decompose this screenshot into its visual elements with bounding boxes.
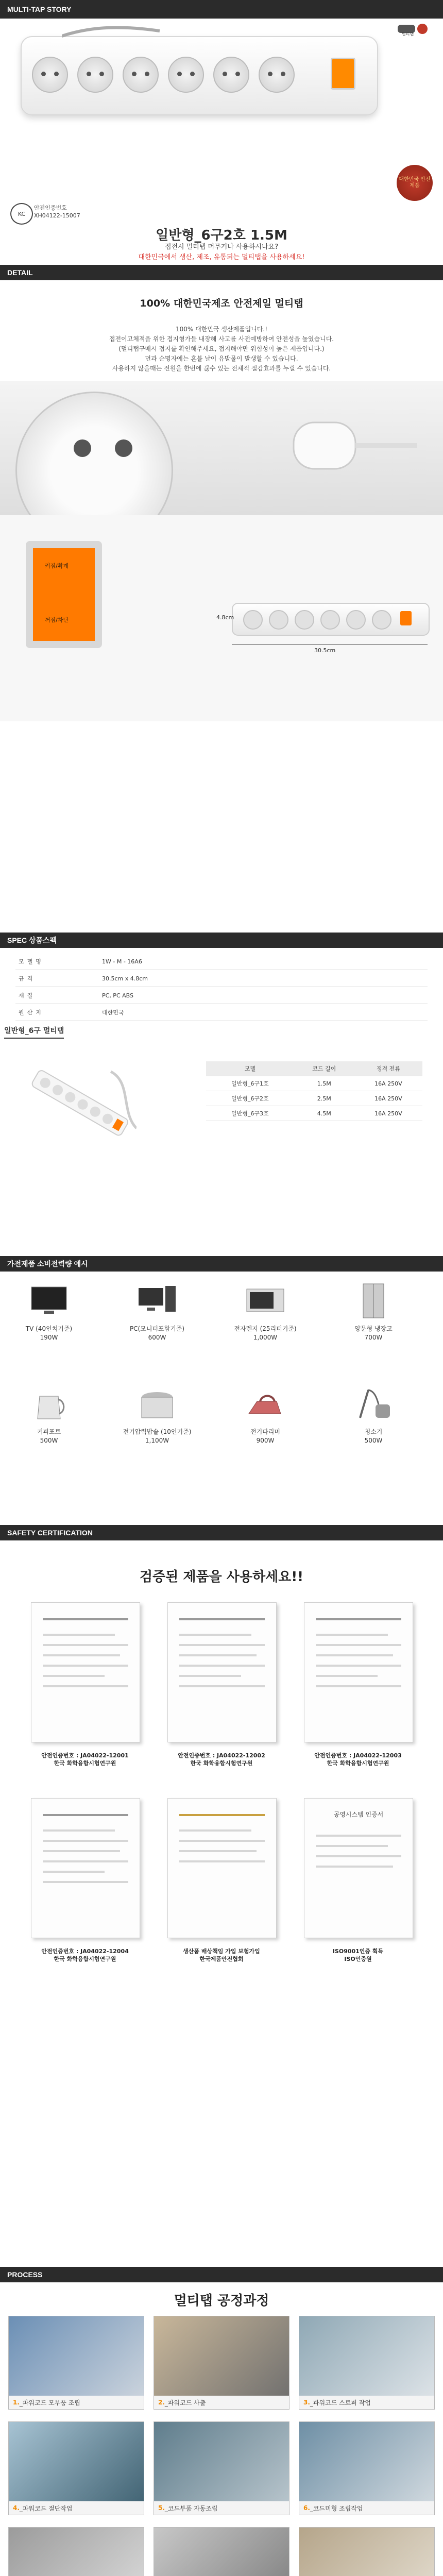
appliance-item	[10, 1386, 88, 1445]
certificate-caption: 안전인증번호 : JA04022-12004 한국 화학융합시험연구원	[41, 1948, 129, 1962]
certificate-caption: 안전인증번호 : JA04022-12003 한국 화학융합시험연구원	[314, 1752, 402, 1767]
process-photo: 5. _코드부품 자동조립	[154, 2421, 289, 2515]
process-photo: 4. _파워코드 절단작업	[8, 2421, 144, 2515]
certificate-doc	[304, 1798, 413, 1938]
detail-paragraphs	[0, 325, 443, 374]
appliance-name: TV (40인치기준)	[25, 1325, 73, 1332]
hero-section	[0, 0, 443, 223]
section-bar-certification	[0, 1525, 443, 1540]
process-photo	[154, 2527, 289, 2576]
dimension-width: 30.5cm	[314, 647, 336, 654]
section-bar-label: SPEC 상품스펙	[7, 936, 57, 944]
iron-icon	[245, 1386, 286, 1422]
dimension-line	[232, 644, 428, 645]
safety-title: 100% 대한민국제조 안전제일 멀티탭	[140, 298, 303, 309]
table-row	[15, 953, 428, 970]
process-photo	[299, 2527, 435, 2576]
certificate-caption: ISO9001인증 획득 ISO인증원	[332, 1948, 384, 1962]
section-bar-label: SAFETY CERTIFICATION	[7, 1529, 93, 1537]
section-bar-detail	[0, 265, 443, 280]
section-bar-label: 가전제품 소비전력량 예시	[7, 1260, 88, 1268]
appliance-item	[227, 1386, 304, 1445]
socket-icon	[213, 57, 249, 93]
table-header: 정격 전류	[354, 1061, 422, 1076]
appliance-item	[118, 1386, 196, 1445]
table-row	[15, 987, 428, 1004]
seal-text: 대한민국 안전제품	[399, 177, 431, 189]
socket-icon	[372, 610, 391, 630]
spec-key: 재질	[15, 987, 99, 1004]
socket-icon	[15, 392, 173, 515]
paragraph: 접전이고체적을 위한 접지형가들 내장해 사고를 사전예방하여 안전성을 높였습니다.	[109, 335, 334, 343]
kc-mark-icon	[10, 203, 33, 225]
appliance-name: 전기다리미	[250, 1428, 280, 1435]
brand-logo	[397, 22, 433, 37]
microwave-icon	[245, 1283, 286, 1319]
appliance-name: 양문형 냉장고	[354, 1325, 393, 1332]
table-row	[15, 1004, 428, 1021]
kettle-icon	[28, 1386, 70, 1422]
certificate-doc	[31, 1798, 140, 1938]
table-row: 일반형_6구2호 2.5M 16A 250V	[206, 1091, 422, 1106]
appliance-watt: 600W	[148, 1334, 166, 1341]
certificate-caption: 안전인증번호 : JA04022-12002 한국 화학융합시험연구원	[178, 1752, 265, 1767]
product-side-view	[232, 603, 430, 636]
section-bar-spec	[0, 933, 443, 948]
intro-line2: 대한민국에서 생산, 제조, 유통되는 멀티탭을 사용하세요!	[138, 253, 305, 261]
certificate-doc	[304, 1602, 413, 1742]
spec-key: 모델명	[15, 953, 99, 970]
model-table	[206, 1061, 422, 1121]
certificate-caption: 안전인증번호 : JA04022-12001 한국 화학융합시험연구원	[41, 1752, 129, 1767]
socket-icon	[77, 57, 113, 93]
appliance-name: 전자렌지 (25리터기준)	[234, 1325, 297, 1332]
process-title: 멀티탭 공정과정	[174, 2293, 269, 2309]
cert-doc-title: 공영시스템 인증서	[333, 1811, 384, 1818]
switch-on-label: 켜짐/확계	[44, 563, 69, 569]
appliance-name: PC(모니터포함기준)	[129, 1325, 185, 1332]
certificate-doc	[167, 1602, 277, 1742]
switch-off-label: 꺼짐/차단	[44, 617, 69, 623]
table-row: 일반형_6구3호 4.5M 16A 250V	[206, 1106, 422, 1121]
dimension-height: 4.8cm	[216, 614, 234, 621]
certificate-caption: 생산품 배상책임 가입 보험가입 한국제품안전협회	[183, 1948, 260, 1962]
orange-switch-icon	[26, 541, 102, 648]
tv-icon	[28, 1283, 70, 1319]
appliance-name: 청소기	[364, 1428, 383, 1435]
cord-icon	[288, 412, 422, 495]
closeup-images	[0, 381, 443, 711]
model-product-image	[18, 1051, 137, 1154]
socket-icon	[123, 57, 159, 93]
appliance-watt: 1,000W	[253, 1334, 278, 1341]
process-photo: 6. _코드미형 조립작업	[299, 2421, 435, 2515]
korea-safety-seal	[397, 165, 433, 201]
model-title: 일반형_6구 멀티탭	[4, 1025, 64, 1039]
spec-key: 원산지	[15, 1004, 99, 1021]
power-switch-icon	[400, 611, 412, 625]
appliance-name: 커피포트	[37, 1428, 61, 1435]
appliance-item	[335, 1283, 412, 1342]
socket-closeup	[0, 381, 443, 515]
appliance-watt: 190W	[40, 1334, 58, 1341]
socket-icon	[243, 610, 263, 630]
table-header: 모델	[206, 1061, 294, 1076]
cert-title: 검증된 제품을 사용하세요!!	[139, 1569, 304, 1585]
kc-mark-text: KC	[18, 210, 26, 217]
kc-line2: XH04122-15007	[34, 212, 80, 219]
socket-icon	[320, 610, 340, 630]
kc-info	[34, 204, 80, 219]
logo-text: 멀티탭	[402, 32, 414, 37]
socket-icon	[346, 610, 366, 630]
paragraph: 사용하지 않을때는 전원을 한번에 끊수 있는 전체적 절감효과를 누릴 수 있습니다.	[112, 365, 331, 372]
intro-line1: 접전시 멀티탭 머무거나 사용하시나요?	[164, 243, 279, 251]
appliance-watt: 1,100W	[145, 1437, 169, 1444]
socket-icon	[259, 57, 295, 93]
spec-value: 30.5cm x 4.8cm	[99, 970, 428, 987]
appliance-item	[10, 1283, 88, 1342]
certificate-doc	[167, 1798, 277, 1938]
certificate-doc	[31, 1602, 140, 1742]
socket-icon	[295, 610, 314, 630]
appliance-watt: 500W	[364, 1437, 383, 1444]
product-image-strip	[21, 36, 378, 115]
table-row	[15, 970, 428, 987]
socket-icon	[269, 610, 288, 630]
process-photo	[8, 2527, 144, 2576]
process-photo: 1. _파워코드 모부품 조립	[8, 2316, 144, 2410]
table-row: 일반형_6구1호 1.5M 16A 250V	[206, 1076, 422, 1091]
appliance-name: 전기압력밥솥 (10인기준)	[123, 1428, 192, 1435]
intro-text	[0, 242, 443, 263]
plug-cord-icon	[62, 21, 165, 41]
process-photo: 2. _파워코드 사출	[154, 2316, 289, 2410]
socket-icon	[168, 57, 204, 93]
section-bar-label: PROCESS	[7, 2270, 43, 2279]
table-header-row	[206, 1061, 422, 1076]
product-title: 일반형_6구2호 1.5M	[156, 228, 287, 243]
paragraph: 먼과 순명자에는 혼블 날이 유발물이 발생할 수 있습니다.	[145, 355, 298, 362]
appliance-watt: 900W	[256, 1437, 275, 1444]
table-header: 코드 길이	[294, 1061, 354, 1076]
spec-value: 대한민국	[99, 1004, 428, 1021]
spec-key: 규격	[15, 970, 99, 987]
pc-icon	[137, 1283, 178, 1319]
process-photo: 3. _파워코드 스토퍼 작업	[299, 2316, 435, 2410]
vacuum-icon	[353, 1386, 394, 1422]
spec-value: PC, PC ABS	[99, 987, 428, 1004]
fridge-icon	[353, 1283, 394, 1319]
rice-cooker-icon	[137, 1386, 178, 1422]
switch-closeup	[0, 515, 443, 721]
certificate-grid	[0, 1551, 443, 2117]
kc-line1: 안전인증번호	[34, 205, 67, 211]
section-bar-appliances	[0, 1256, 443, 1272]
socket-icon	[32, 57, 68, 93]
appliance-item	[335, 1386, 412, 1445]
appliance-watt: 500W	[40, 1437, 58, 1444]
section-bar-label: DETAIL	[7, 268, 33, 277]
power-switch-icon	[331, 58, 355, 90]
section-bar-multitap	[0, 0, 443, 19]
section-bar-process	[0, 2267, 443, 2282]
paragraph: 100% 대한민국 생산제품입니다.!	[175, 326, 268, 333]
section-bar-label: MULTI-TAP STORY	[7, 5, 72, 13]
spec-value: 1W - M - 16A6	[99, 953, 428, 970]
product-title-block	[0, 225, 443, 244]
paragraph: (멀티탭구매시 접지를 확인해주세요, 접지해야만 위험성이 높은 제품입니다.)	[118, 345, 325, 352]
spec-table	[15, 953, 428, 1021]
appliance-item	[227, 1283, 304, 1342]
appliance-item	[118, 1283, 196, 1342]
appliance-watt: 700W	[364, 1334, 383, 1341]
